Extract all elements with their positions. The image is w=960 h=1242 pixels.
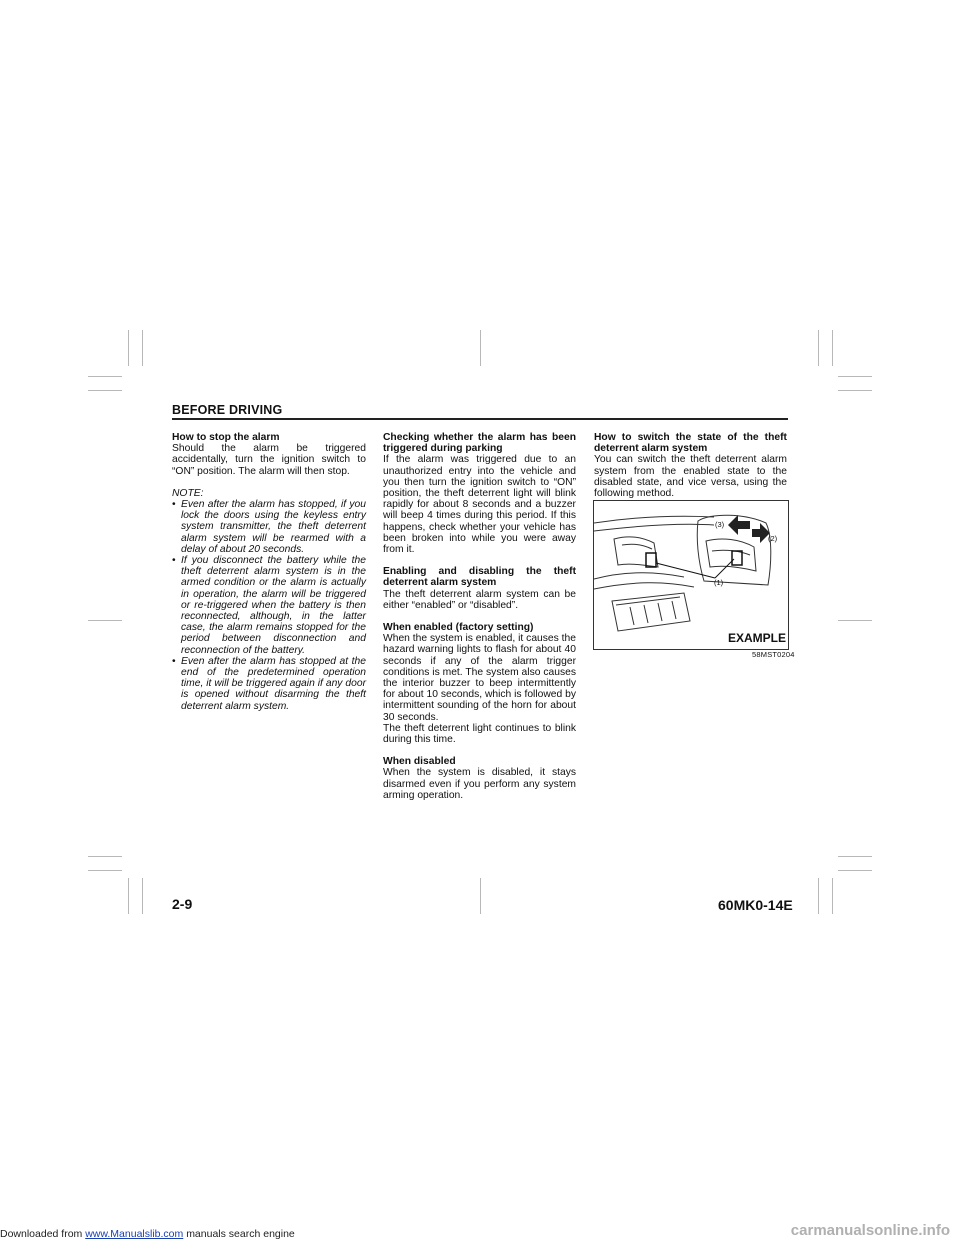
heading-switch-state: How to switch the state of the theft deterrent alarm system [594, 432, 787, 455]
door-panel-drawing [594, 501, 788, 649]
body-when-enabled: When the system is enabled, it causes the hazard warning lights to flash for about 40 seconds if any of the alarm trigger conditions is met. The system also causes the interior buzzer to beep intermittently for about 10 seconds, which is followed by intermittent sounding of the horn for about 30 seconds. [383, 633, 576, 723]
column-1 [172, 432, 366, 712]
column-2 [383, 432, 576, 801]
heading-when-disabled: When disabled [383, 756, 456, 768]
body-light-blink: The theft deterrent light continues to blink during this time. [383, 722, 576, 746]
note-list [172, 499, 366, 712]
heading-stop-alarm: How to stop the alarm [172, 432, 280, 443]
note-item: • If you disconnect the battery while the theft deterrent alarm system is in the armed condition or the alarm is actually in operation, the alarm will be triggered or re-triggered when the battery is then reconnected, although, in the latter case, the alarm remains stopped for the period between disconnection and reconnection of the battery. [172, 555, 366, 656]
door-switch-illustration [593, 500, 789, 650]
label-3: (3) [715, 520, 725, 529]
page-number: 2-9 [172, 896, 193, 912]
heading-check-triggered: Checking whether the alarm has been triggered during parking [383, 432, 576, 455]
body-check-triggered: If the alarm was triggered due to an unauthorized entry into the vehicle and you then turn the ignition switch to “ON” position, the theft deterrent light will blink rapidly for about 8 seconds and a buzzer will beep 4 times during this period. If this happens, check whether your vehicle has been broken into while you were away from it. [383, 454, 576, 556]
bullet-icon: • [172, 499, 176, 511]
header-rule [172, 418, 788, 420]
label-2: (2) [768, 534, 778, 543]
watermark: carmanualsonline.info [790, 1222, 950, 1239]
note-item: • Even after the alarm has stopped, if you lock the doors using the keyless entry system transmitter, the theft deterrent alarm system will be rearmed with a delay of about 20 seconds. [172, 499, 366, 555]
note-item: • Even after the alarm has stopped at the end of the predetermined operation time, it will be triggered again if any door is opened without disarming the theft deterrent alarm system. [172, 655, 366, 712]
body-when-disabled: When the system is disabled, it stays disarmed even if you perform any system arming operation. [383, 767, 576, 801]
body-switch-state: You can switch the theft deterrent alarm system from the enabled state to the disabled state, and vice versa, using the following method. [594, 454, 787, 500]
figure-caption: 58MST0204 [752, 650, 795, 659]
bullet-icon: • [172, 555, 176, 567]
body-stop-alarm: Should the alarm be triggered accidentally, turn the ignition switch to “ON” position. The alarm will then stop. [172, 443, 366, 477]
column-3 [594, 432, 787, 499]
document-code: 60MK0-14E [718, 897, 793, 913]
heading-when-enabled: When enabled (factory setting) [383, 622, 534, 634]
download-suffix: manuals search engine [186, 1228, 295, 1240]
body-enable-disable: The theft deterrent alarm system can be either “enabled” or “disabled”. [383, 588, 576, 611]
download-prefix: Downloaded from [0, 1228, 83, 1240]
manualslib-link[interactable]: www.Manualslib.com [85, 1228, 184, 1240]
note-label: NOTE: [172, 487, 204, 499]
example-label: EXAMPLE [728, 631, 787, 645]
download-footer [0, 1228, 295, 1240]
section-title: BEFORE DRIVING [172, 403, 283, 417]
bullet-icon: • [172, 655, 176, 667]
heading-enable-disable: Enabling and disabling the theft deterrent alarm system [383, 566, 576, 589]
label-1: (1) [714, 578, 724, 587]
